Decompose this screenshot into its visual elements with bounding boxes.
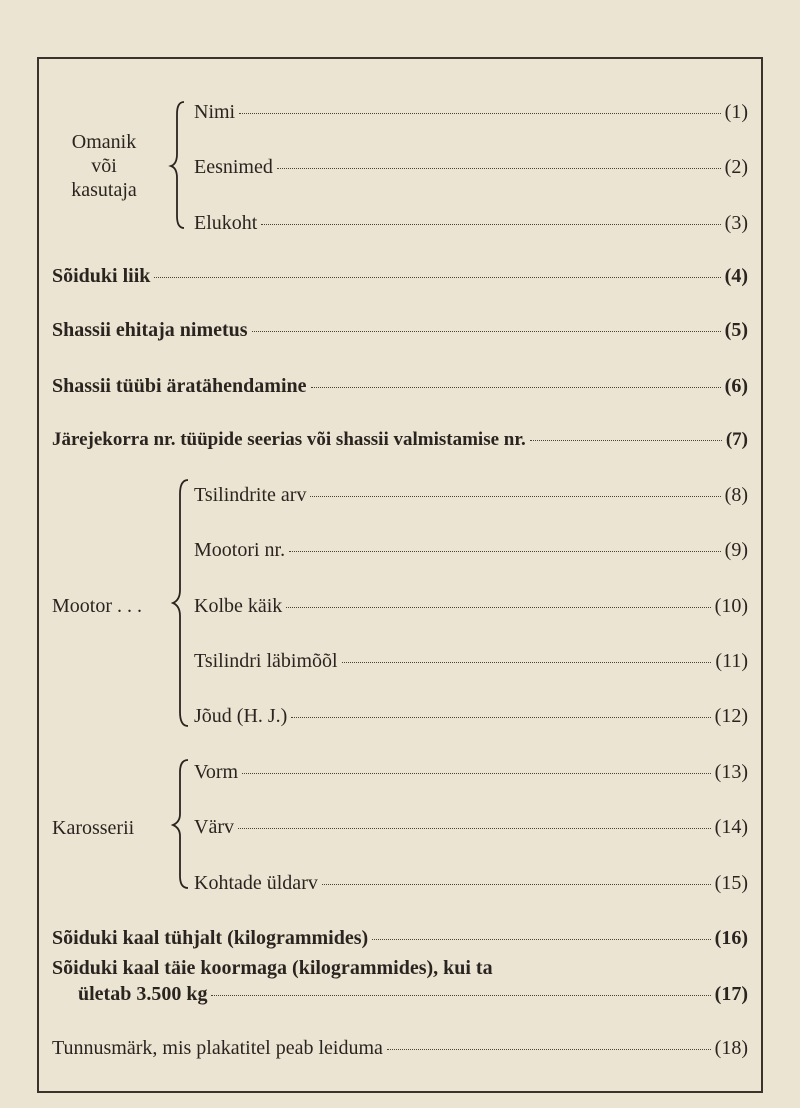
owner-brace xyxy=(170,100,190,230)
field-label: Sõiduki kaal tühjalt (kilogrammides) xyxy=(52,927,369,949)
field-row-8 xyxy=(194,483,748,507)
fill-line[interactable] xyxy=(277,168,721,169)
fill-line[interactable] xyxy=(261,224,720,225)
field-number: (1) xyxy=(724,101,748,123)
fill-line[interactable] xyxy=(154,277,720,278)
field-label: Tsilindri läbimõõl xyxy=(194,650,338,672)
field-label: Nimi xyxy=(194,101,236,123)
field-row-9 xyxy=(194,538,748,562)
field-row-14 xyxy=(194,815,748,839)
field-row-17 xyxy=(78,982,748,1006)
field-label: Kolbe käik xyxy=(194,595,283,617)
field-row-17-line1 xyxy=(52,956,748,980)
field-row-18 xyxy=(52,1036,748,1060)
body-group-label: Karosserii xyxy=(52,817,135,839)
field-number: (16) xyxy=(714,927,748,949)
field-row-10 xyxy=(194,594,748,618)
field-row-15 xyxy=(194,871,748,895)
owner-group-label xyxy=(52,130,156,202)
field-number: (10) xyxy=(714,595,748,617)
field-row-7 xyxy=(52,428,748,452)
field-row-6 xyxy=(52,374,748,398)
fill-line[interactable] xyxy=(387,1049,711,1050)
field-row-13 xyxy=(194,760,748,784)
fill-line[interactable] xyxy=(322,884,711,885)
field-label: Sõiduki kaal täie koormaga (kilogrammides), kui ta xyxy=(52,957,493,979)
owner-label-line-1: Omanik xyxy=(71,131,137,153)
field-number: (8) xyxy=(724,484,748,506)
field-row-11 xyxy=(194,649,748,673)
fill-line[interactable] xyxy=(252,331,721,332)
fill-line[interactable] xyxy=(239,113,721,114)
body-brace xyxy=(172,758,194,890)
fill-line[interactable] xyxy=(311,387,721,388)
field-number: (15) xyxy=(714,872,748,894)
field-label: Värv xyxy=(194,816,234,838)
fill-line[interactable] xyxy=(238,828,711,829)
field-label: Kohtade üldarv xyxy=(194,872,318,894)
field-row-16 xyxy=(52,926,748,950)
owner-label-line-2: või xyxy=(91,155,117,177)
fill-line[interactable] xyxy=(530,440,722,441)
field-number: (7) xyxy=(725,429,748,450)
engine-group-label: Mootor . . . xyxy=(52,595,142,617)
field-number: (12) xyxy=(714,705,748,727)
field-label: Tunnusmärk, mis plakatitel peab leiduma xyxy=(52,1037,383,1059)
field-number: (5) xyxy=(724,319,748,341)
field-number: (2) xyxy=(724,156,748,178)
field-row-3 xyxy=(194,211,748,235)
field-number: (6) xyxy=(724,375,748,397)
field-number: (18) xyxy=(714,1037,748,1059)
field-row-2 xyxy=(194,155,748,179)
field-label: Shassii ehitaja nimetus xyxy=(52,319,248,341)
fill-line[interactable] xyxy=(242,773,711,774)
field-row-1 xyxy=(194,100,748,124)
field-number: (14) xyxy=(714,816,748,838)
field-label: Sõiduki liik xyxy=(52,265,151,287)
field-label: Tsilindrite arv xyxy=(194,484,307,506)
field-label: Järejekorra nr. tüüpide seerias või shassii valmistamise nr. xyxy=(52,429,526,450)
fill-line[interactable] xyxy=(289,551,721,552)
field-label: Shassii tüübi äratähendamine xyxy=(52,375,307,397)
fill-line[interactable] xyxy=(372,939,711,940)
fill-line[interactable] xyxy=(310,496,720,497)
field-number: (13) xyxy=(714,761,748,783)
field-number: (4) xyxy=(724,265,748,287)
fill-line[interactable] xyxy=(342,662,712,663)
field-number: (17) xyxy=(714,983,748,1005)
field-row-5 xyxy=(52,318,748,342)
field-label: Jõud (H. J.) xyxy=(194,705,288,727)
field-label: Mootori nr. xyxy=(194,539,286,561)
field-row-12 xyxy=(194,704,748,728)
field-label: Vorm xyxy=(194,761,239,783)
field-number: (9) xyxy=(724,539,748,561)
field-number: (11) xyxy=(715,650,748,672)
field-label: ületab 3.500 kg xyxy=(78,983,208,1005)
field-row-4 xyxy=(52,264,748,288)
fill-line[interactable] xyxy=(286,607,710,608)
engine-brace xyxy=(172,478,194,728)
fill-line[interactable] xyxy=(291,717,710,718)
field-number: (3) xyxy=(724,212,748,234)
fill-line[interactable] xyxy=(211,995,710,996)
field-label: Elukoht xyxy=(194,212,258,234)
owner-label-line-3: kasutaja xyxy=(71,179,137,201)
field-label: Eesnimed xyxy=(194,156,273,178)
